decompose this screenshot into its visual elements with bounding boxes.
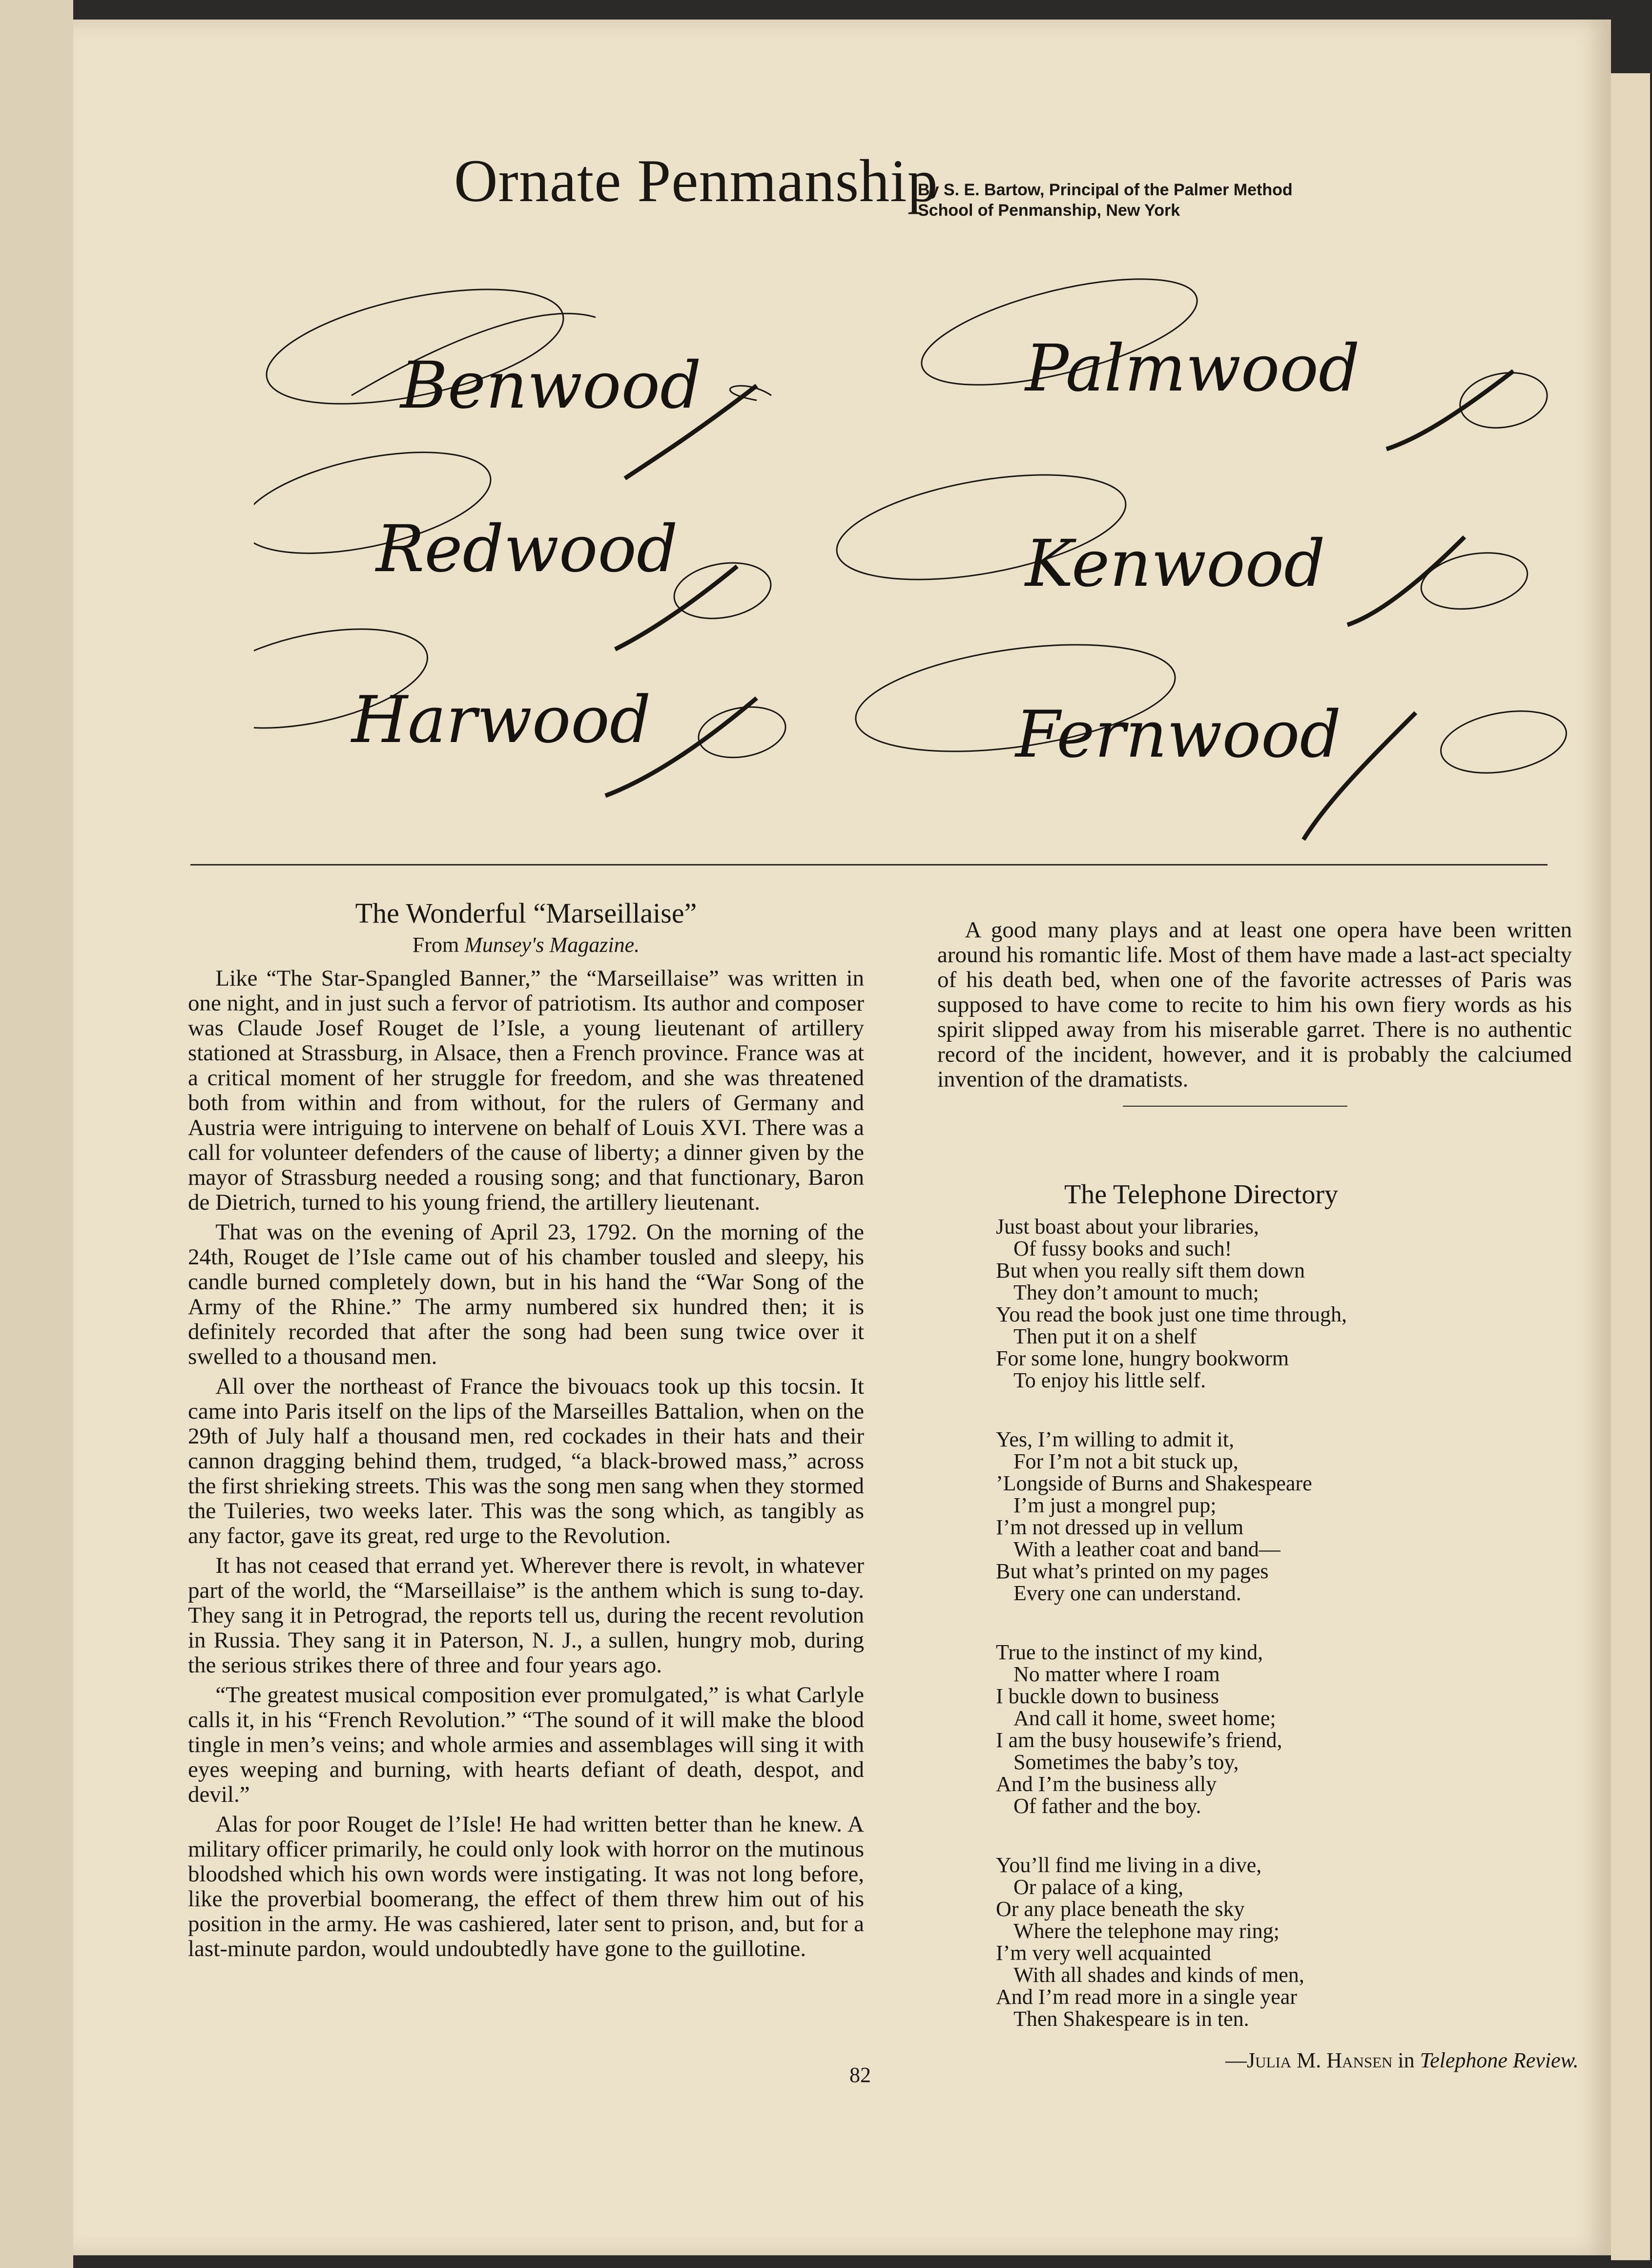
poem-line: But what’s printed on my pages: [996, 1559, 1269, 1583]
attribution-in: in: [1392, 2048, 1420, 2072]
poem-line: You read the book just one time through,: [996, 1302, 1347, 1326]
poem-stanza: [996, 1854, 1347, 2030]
poem-line: Then Shakespeare is in ten.: [1013, 2007, 1249, 2031]
poem-line: You’ll find me living in a dive,: [996, 1853, 1262, 1877]
poem-stanza: [996, 1428, 1347, 1604]
poem-line: And call it home, sweet home;: [1013, 1706, 1276, 1730]
source-magazine: Munsey's Magazine.: [464, 933, 640, 957]
article-byline: [918, 180, 1293, 221]
poem-line: Every one can understand.: [1013, 1581, 1241, 1605]
article-title: Ornate Penmanship: [454, 147, 938, 214]
marseillaise-paragraph-7: A good many plays and at least one opera have been written around his romantic life. Most of them have made a last-act specialty of his death bed, when one of the favorite actresses of Paris was supposed to have come to recite to him his own fiery words as his spirit slipped away from his miserable garret. There is no authentic record of the incident, however, and it is probably the calciumed invention of the dramatists.: [937, 917, 1572, 1092]
byline-line-2: School of Penmanship, New York: [918, 201, 1180, 220]
marseillaise-paragraph-4: It has not ceased that errand yet. Wherever there is revolt, in whatever part of the world, the “Marseillaise” is the anthem which is sung to-day. They sang it in Petrograd, the reports tell us, during the recent revolution in Russia. They sang it in Paterson, N. J., a sullen, hungry mob, during the serious strikes there of three and four years ago.: [188, 1553, 864, 1678]
poem-line: I buckle down to business: [996, 1684, 1219, 1708]
poem-line: Where the telephone may ring;: [1013, 1919, 1280, 1943]
page-edge: [1611, 73, 1650, 2260]
poem-title: The Telephone Directory: [1064, 1179, 1339, 1210]
poem-line: No matter where I roam: [1013, 1662, 1220, 1686]
poem-line: I’m very well acquainted: [996, 1941, 1212, 1965]
marseillaise-paragraph-5: “The greatest musical composition ever promulgated,” is what Carlyle calls it, in his “French Revolution.” “The sound of it will make the blood tingle in men’s veins; and whole armies and assemblages will sing it with eyes weeping and burning, with hearts defiant of death, despot, and devil.”: [188, 1682, 864, 1807]
marseillaise-source: [188, 932, 864, 957]
poem-line: They don’t amount to much;: [1013, 1280, 1259, 1304]
poem-line: I’m just a mongrel pup;: [1013, 1493, 1217, 1517]
poem-line: With a leather coat and band—: [1013, 1537, 1280, 1561]
poem-body: [996, 1216, 1347, 2030]
byline-line-1: By S. E. Bartow, Principal of the Palmer Method: [918, 181, 1293, 199]
poem-line: ’Longside of Burns and Shakespeare: [996, 1471, 1312, 1495]
poem-line: Of father and the boy.: [1013, 1794, 1201, 1818]
poem-stanza: [996, 1216, 1347, 1391]
poem-line: Yes, I’m willing to admit it,: [996, 1427, 1235, 1451]
penmanship-specimens: [254, 273, 1591, 859]
poem-stanza: [996, 1641, 1347, 1817]
poem-line: For some lone, hungry bookworm: [996, 1346, 1289, 1370]
poem-line: To enjoy his little self.: [1013, 1368, 1206, 1392]
page-number: 82: [849, 2063, 871, 2087]
poem-line: Or any place beneath the sky: [996, 1897, 1245, 1921]
marseillaise-paragraph-3: All over the northeast of France the bivouacs took up this tocsin. It came into Paris itself on the lips of the Marseilles Battalion, when on the 29th of July half a thousand men, red cockades in their hats and their cannon dragging behind them, trudged, “a black-browed mass,” across the first shrieking streets. This was the song men sang when they stormed the Tuileries, two weeks later. This was the song which, as tangibly as any factor, gave its great, red urge to the Revolution.: [188, 1374, 864, 1548]
specimen-kenwood: Kenwood: [1025, 526, 1325, 601]
poem-line: For I’m not a bit stuck up,: [1013, 1449, 1239, 1473]
source-prefix: From: [412, 933, 465, 957]
poem-line: And I’m the business ally: [996, 1772, 1217, 1796]
marseillaise-column-left: [188, 897, 864, 1966]
binding-margin: [0, 0, 73, 2268]
poem-line: Just boast about your libraries,: [996, 1215, 1259, 1238]
poem-line: Or palace of a king,: [1013, 1875, 1184, 1899]
poem-line: I am the busy housewife’s friend,: [996, 1728, 1282, 1752]
poem-line: Of fussy books and such!: [1013, 1237, 1232, 1260]
poem-line: Then put it on a shelf: [1013, 1324, 1197, 1348]
poem-line: Sometimes the baby’s toy,: [1013, 1750, 1239, 1774]
specimen-benwood: Benwood: [400, 348, 702, 423]
marseillaise-paragraph-6: Alas for poor Rouget de l’Isle! He had written better than he knew. A military officer primarily, he could only look with horror on the mutinous bloodshed which his own words were instigating. It was not long before, like the proverbial boomerang, the effect of them threw him out of his position in the army. He was cashiered, later sent to prison, and, but for a last-minute pardon, would undoubtedly have gone to the guillotine.: [188, 1812, 864, 1961]
attribution-dash: —: [1225, 2048, 1247, 2072]
poem-line: But when you really sift them down: [996, 1258, 1305, 1282]
short-divider: [1123, 1106, 1347, 1107]
marseillaise-paragraph-2: That was on the evening of April 23, 1792. On the morning of the 24th, Rouget de l’Isle came out of his chamber tousled and sleepy, his candle burned completely down, but in his hand the “War Song of the Army of the Rhine.” The army numbered six hundred then; it is definitely recorded that after the song had been sung twice over it swelled to a thousand men.: [188, 1219, 864, 1369]
specimen-fernwood: Fernwood: [1015, 697, 1342, 772]
poem-line: I’m not dressed up in vellum: [996, 1515, 1244, 1539]
marseillaise-column-right: [937, 918, 1572, 1097]
poem-attribution: [1225, 2048, 1579, 2073]
poem-line: With all shades and kinds of men,: [1013, 1963, 1304, 1987]
section-divider: [190, 864, 1548, 866]
poem-line: True to the instinct of my kind,: [996, 1640, 1263, 1664]
marseillaise-heading: The Wonderful “Marseillaise”: [355, 897, 697, 929]
poem-publication: Telephone Review.: [1420, 2048, 1579, 2072]
marseillaise-paragraph-1: Like “The Star-Spangled Banner,” the “Marseillaise” was written in one night, and in just such a fervor of patriotism. Its author and composer was Claude Josef Rouget de l’Isle, a young lieutenant of artillery stationed at Strassburg, in Alsace, then a French province. France was at a critical moment of her struggle for freedom, and she was threatened both from within and from without, for the rulers of Germany and Austria were intriguing to intervene on behalf of Louis XVI. There was a call for volunteer defenders of the cause of liberty; a dinner given by the mayor of Strassburg needed a rousing song; and that functionary, Baron de Dietrich, turned to his young friend, the artillery lieutenant.: [188, 966, 864, 1215]
specimen-harwood: Harwood: [351, 682, 651, 758]
specimen-redwood: Redwood: [376, 512, 678, 587]
poem-line: And I’m read more in a single year: [996, 1985, 1297, 2009]
poem-author: Julia M. Hansen: [1247, 2048, 1393, 2072]
specimen-palmwood: Palmwood: [1025, 331, 1360, 406]
